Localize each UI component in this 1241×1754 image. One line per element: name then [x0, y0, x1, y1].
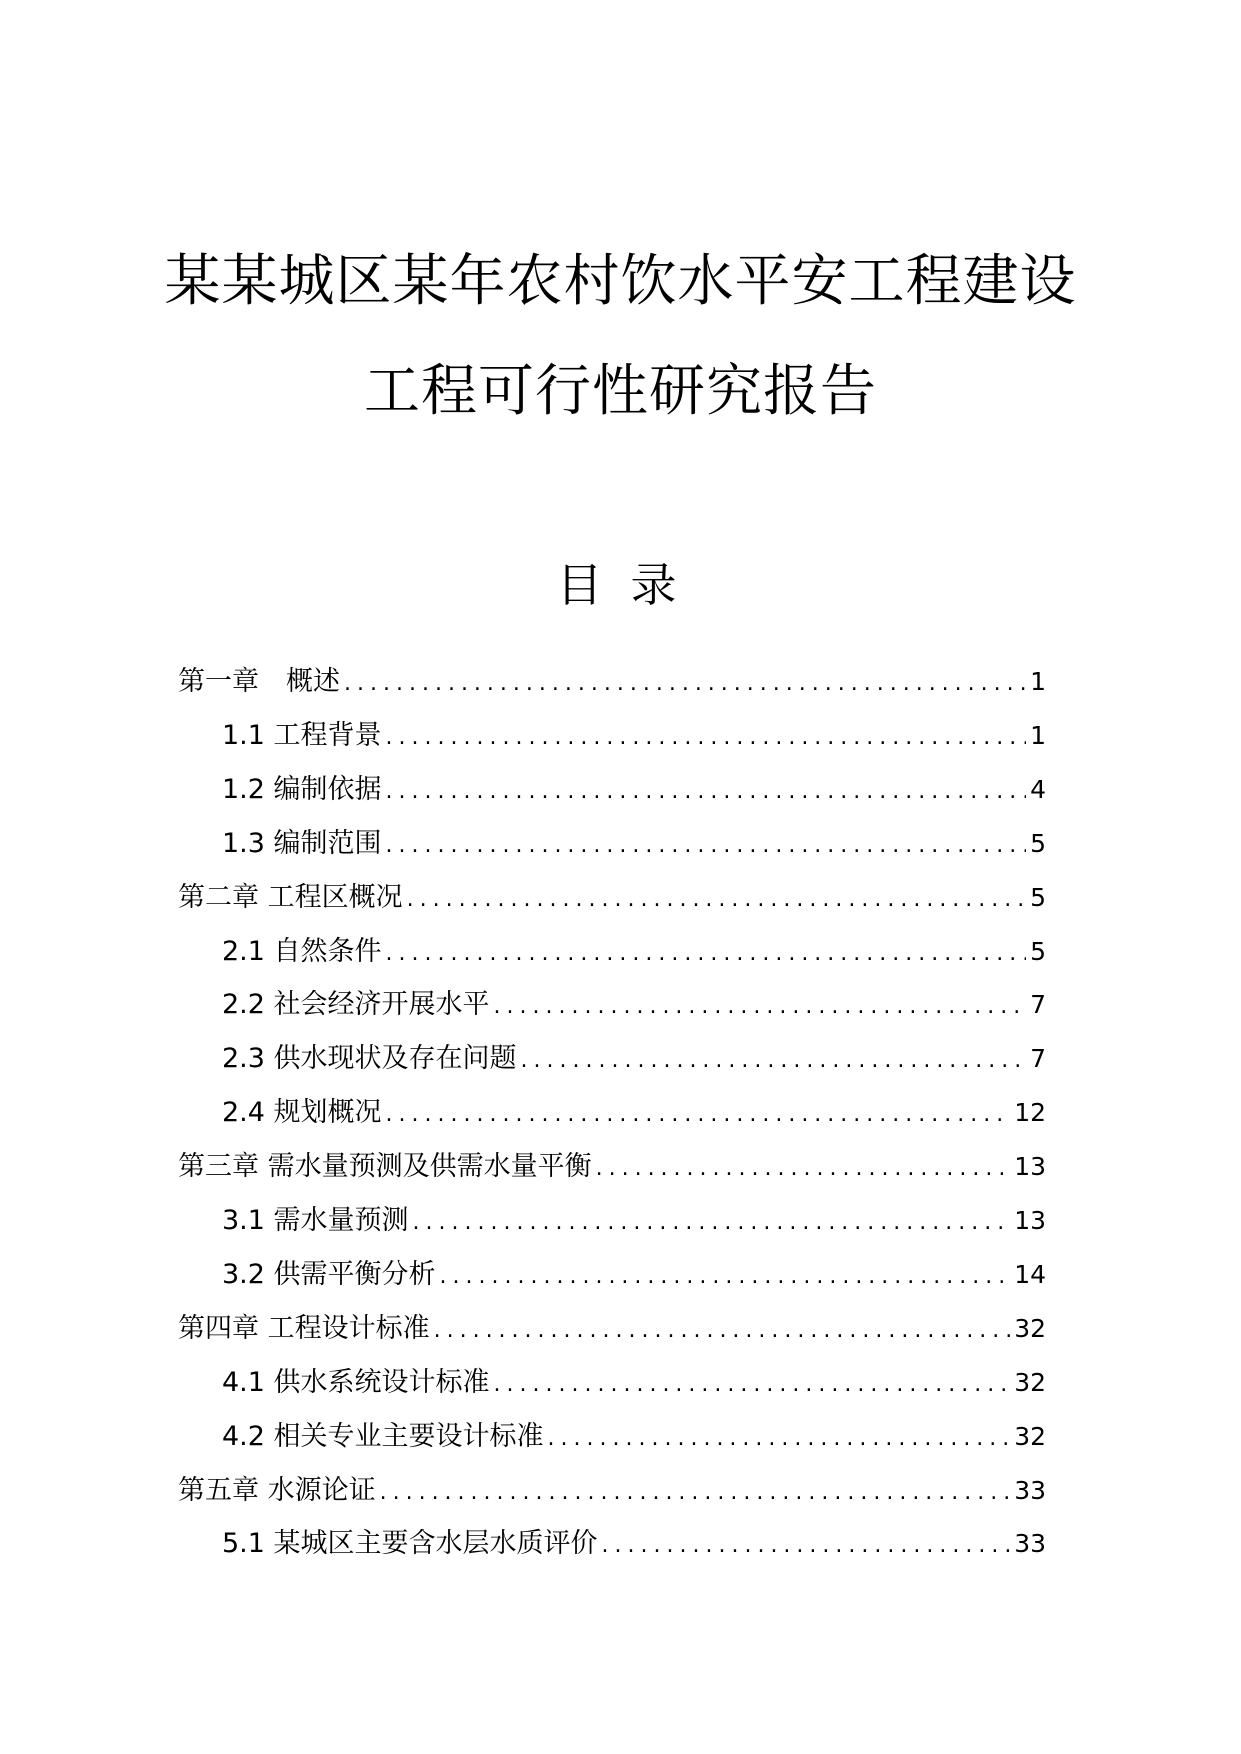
toc-entry-page-number: 32	[1014, 1422, 1046, 1451]
toc-dot-leader	[494, 987, 1027, 1025]
toc-entry-label: 第四章 工程设计标准	[178, 1313, 430, 1344]
toc-entry-page-number: 13	[1014, 1152, 1046, 1181]
toc-dot-leader	[344, 664, 1026, 702]
toc-dot-leader	[548, 1419, 1011, 1457]
toc-entry[interactable]	[222, 1255, 1046, 1295]
toc-entry-label: 2.3 供水现状及存在问题	[222, 1043, 517, 1074]
toc-entry-label: 3.1 需水量预测	[222, 1205, 409, 1236]
toc-entry-page-number: 14	[1014, 1260, 1046, 1289]
toc-dot-leader	[386, 1095, 1011, 1133]
toc-entry[interactable]	[222, 770, 1046, 810]
toc-entry[interactable]	[222, 1363, 1046, 1403]
toc-dot-leader	[440, 1257, 1011, 1295]
toc-dot-leader	[602, 1526, 1011, 1564]
toc-entry-label: 2.2 社会经济开展水平	[222, 989, 490, 1020]
toc-entry[interactable]	[178, 1309, 1046, 1349]
toc-dot-leader	[434, 1311, 1011, 1349]
toc-entry-label: 4.1 供水系统设计标准	[222, 1367, 490, 1398]
toc-entry-label: 2.1 自然条件	[222, 936, 382, 967]
toc-entry[interactable]	[178, 878, 1046, 918]
toc-entry-page-number: 5	[1030, 829, 1046, 858]
toc-entry-page-number: 5	[1030, 937, 1046, 966]
toc-entry-page-number: 5	[1030, 883, 1046, 912]
toc-entry-label: 第三章 需水量预测及供需水量平衡	[178, 1151, 592, 1182]
toc-entry-page-number: 4	[1030, 775, 1046, 804]
toc-entry-label: 第二章 工程区概况	[178, 882, 403, 913]
title-line-1: 某某城区某年农村饮水平安工程建设	[164, 249, 1077, 314]
toc-entry-page-number: 32	[1014, 1314, 1046, 1343]
toc-entry-page-number: 33	[1014, 1529, 1046, 1558]
toc-entry[interactable]	[222, 1039, 1046, 1079]
toc-dot-leader	[407, 880, 1027, 918]
toc-entry[interactable]	[222, 1417, 1046, 1457]
toc-entry[interactable]	[178, 1471, 1046, 1511]
toc-entry-label: 1.1 工程背景	[222, 720, 382, 751]
toc-dot-leader	[596, 1149, 1011, 1187]
toc-entry-label: 1.3 编制范围	[222, 828, 382, 859]
toc-entry-page-number: 33	[1014, 1476, 1046, 1505]
toc-entry-page-number: 32	[1014, 1368, 1046, 1397]
toc-entry[interactable]	[222, 985, 1046, 1025]
toc-entry-label: 2.4 规划概况	[222, 1097, 382, 1128]
toc-entry-label: 1.2 编制依据	[222, 774, 382, 805]
toc-entry-label: 第五章 水源论证	[178, 1475, 376, 1506]
toc-entry-page-number: 13	[1014, 1206, 1046, 1235]
toc-entry[interactable]	[178, 1147, 1046, 1187]
toc-entry-label: 第一章 概述	[178, 666, 340, 697]
toc-dot-leader	[380, 1473, 1011, 1511]
toc-dot-leader	[386, 826, 1027, 864]
toc-entry-label: 4.2 相关专业主要设计标准	[222, 1421, 544, 1452]
toc-entry[interactable]	[222, 1524, 1046, 1564]
toc-entry[interactable]	[222, 824, 1046, 864]
toc-dot-leader	[494, 1365, 1011, 1403]
toc-entry-label: 3.2 供需平衡分析	[222, 1259, 436, 1290]
toc-entry[interactable]	[222, 716, 1046, 756]
toc-dot-leader	[386, 934, 1027, 972]
title-line-2: 工程可行性研究报告	[364, 359, 877, 424]
toc-dot-leader	[413, 1203, 1011, 1241]
toc-entry-label: 5.1 某城区主要含水层水质评价	[222, 1528, 598, 1559]
toc-entry-page-number: 7	[1030, 990, 1046, 1019]
toc-dot-leader	[386, 718, 1027, 756]
toc-dot-leader	[521, 1041, 1027, 1079]
toc-entry-page-number: 1	[1030, 667, 1046, 696]
toc-entry-page-number: 7	[1030, 1044, 1046, 1073]
toc-entry[interactable]	[222, 1093, 1046, 1133]
toc-entry-page-number: 12	[1014, 1098, 1046, 1127]
toc-heading: 目录	[556, 558, 705, 612]
toc-entry-page-number: 1	[1030, 721, 1046, 750]
toc-entry[interactable]	[222, 932, 1046, 972]
toc-dot-leader	[386, 772, 1027, 810]
toc-entry[interactable]	[178, 662, 1046, 702]
toc-entry[interactable]	[222, 1201, 1046, 1241]
